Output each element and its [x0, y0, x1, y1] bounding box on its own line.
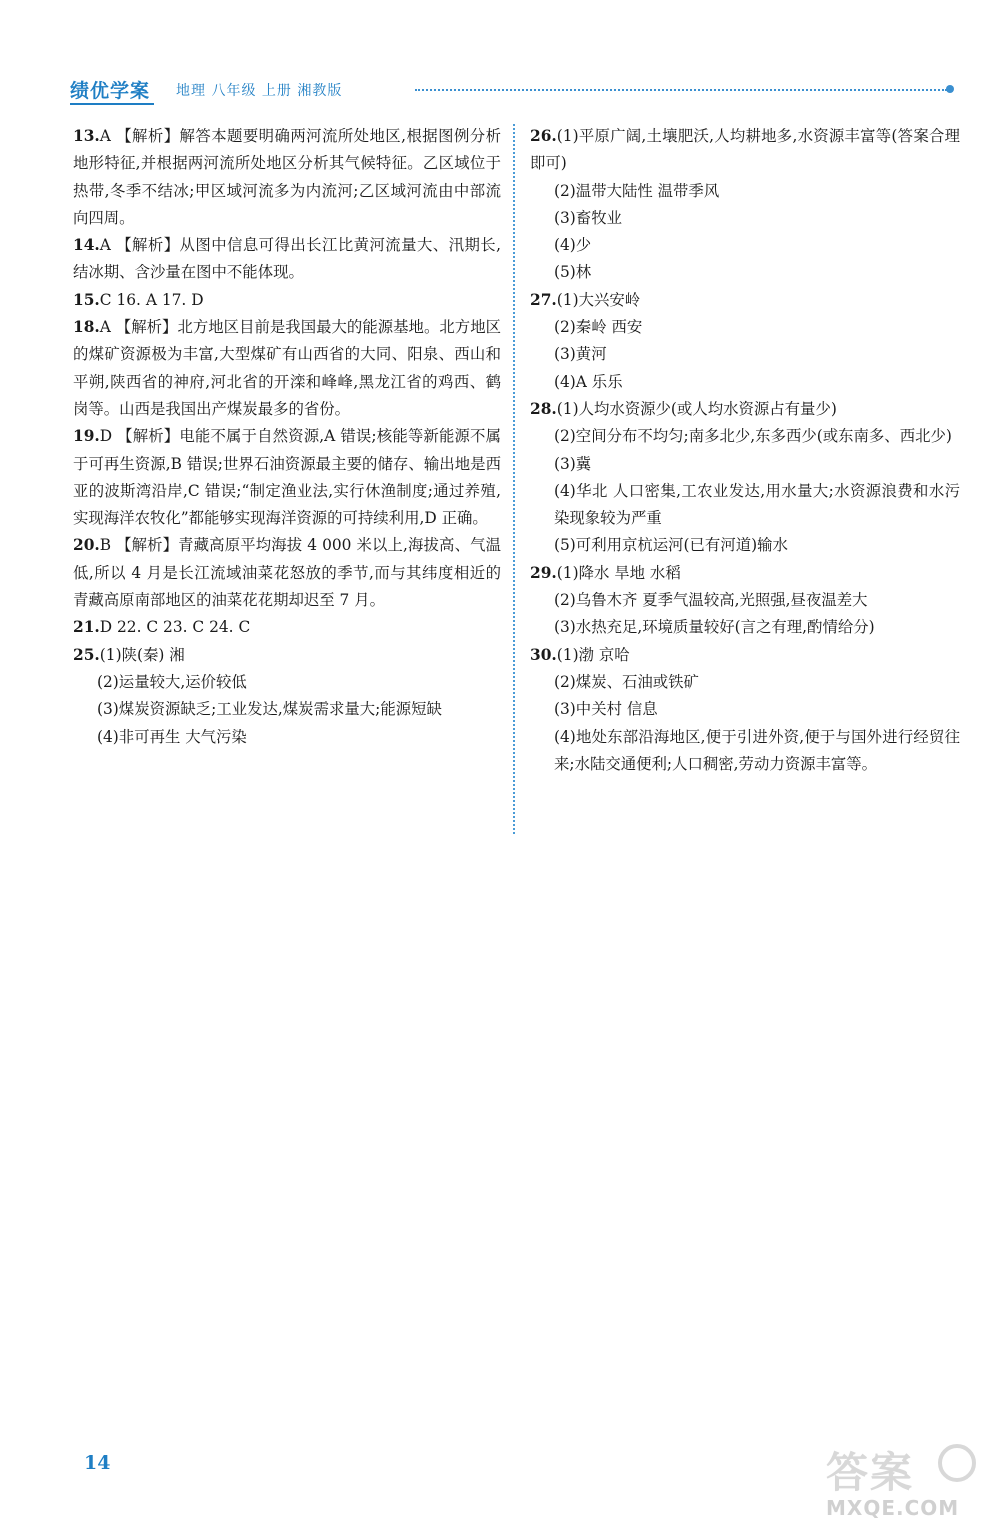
answer-line-first — [530, 123, 960, 178]
page-number: 14 — [84, 1452, 111, 1474]
answer-line-first — [530, 287, 960, 314]
answer-line-sub — [530, 423, 960, 450]
answer-text: (3)黄河 — [554, 345, 607, 364]
answer-line-sub — [530, 669, 960, 696]
answer-item — [73, 423, 501, 532]
question-number: 25. — [73, 645, 100, 664]
answer-line-sub — [530, 724, 960, 779]
answer-text: (3)冀 — [554, 454, 592, 473]
question-number: 20. — [73, 536, 100, 555]
answer-line-sub — [530, 451, 960, 478]
answer-line-sub — [530, 259, 960, 286]
answer-text: (2)乌鲁木齐 夏季气温较高,光照强,昼夜温差大 — [554, 591, 868, 610]
answer-item — [73, 232, 501, 287]
header-dotted-rule — [415, 89, 947, 91]
answer-item — [73, 123, 501, 232]
question-number: 13. — [73, 127, 100, 145]
question-number: 14. — [73, 236, 100, 255]
answer-text: (3)中关村 信息 — [554, 700, 658, 719]
left-column — [73, 123, 501, 751]
answer-line-first — [73, 287, 501, 314]
answer-line-sub — [73, 696, 501, 723]
answer-line-sub — [530, 478, 960, 533]
brand-logo: 绩优学案 — [70, 76, 154, 105]
answer-text: (4)A 乐乐 — [554, 372, 623, 391]
answer-text: (1)陕(秦) 湘 — [99, 645, 185, 664]
answer-item — [530, 642, 960, 778]
answer-text: D 22. C 23. C 24. C — [99, 618, 251, 637]
answer-item — [530, 287, 960, 396]
answer-line-sub — [73, 724, 501, 751]
answer-text: A 【解析】从图中信息可得出长江比黄河流量大、汛期长,结冰期、含沙量在图中不能体现。 — [73, 236, 501, 282]
answer-line-first — [530, 642, 960, 669]
answer-text: (2)空间分布不均匀;南多北少,东多西少(或东南多、西北少) — [554, 427, 952, 446]
book-subtitle: 地理 八年级 上册 湘教版 — [176, 83, 343, 99]
answer-text: D 【解析】电能不属于自然资源,A 错误;核能等新能源不属于可再生资源,B 错误;世界石油资源最主要的储存、输出地是西亚的波斯湾沿岸,C 错误;“制定渔业法,实行休渔制度;通过养殖,实现海洋农牧化”都能够实现海洋资源的可持续利用,D 正确。 — [73, 427, 501, 528]
answer-text: (5)可利用京杭运河(已有河道)输水 — [554, 536, 788, 555]
column-divider — [513, 124, 515, 834]
answer-line-first — [73, 423, 501, 532]
answer-text: (1)降水 旱地 水稻 — [556, 563, 681, 582]
question-number: 29. — [530, 563, 557, 582]
question-number: 18. — [73, 318, 100, 337]
answer-text: A 【解析】解答本题要明确两河流所处地区,根据图例分析地形特征,并根据两河流所处地区分析其气候特征。乙区域位于热带,冬季不结冰;甲区域河流多为内流河;乙区域河流由中部流向四周。 — [73, 127, 501, 227]
answer-text: (3)煤炭资源缺乏;工业发达,煤炭需求量大;能源短缺 — [97, 700, 442, 719]
answer-line-sub — [530, 205, 960, 232]
answer-text: A 【解析】北方地区目前是我国最大的能源基地。北方地区的煤矿资源极为丰富,大型煤矿有山西省的大同、阳泉、西山和平朔,陕西省的神府,河北省的开滦和峰峰,黑龙江省的鸡西、鹤岗等。山西是我国出产煤炭最多的省份。 — [73, 318, 501, 418]
answer-item — [73, 642, 501, 751]
answer-line-first — [73, 314, 501, 423]
answer-line-sub — [530, 532, 960, 559]
answer-item — [73, 614, 501, 641]
question-number: 28. — [530, 399, 557, 418]
answer-text: (4)华北 人口密集,工农业发达,用水量大;水资源浪费和水污染现象较为严重 — [554, 481, 960, 528]
answer-line-sub — [530, 314, 960, 341]
answer-text: (1)大兴安岭 — [556, 290, 641, 309]
answer-text: B 【解析】青藏高原平均海拔 4 000 米以上,海拔高、气温低,所以 4 月是长江流域油菜花怒放的季节,而与其纬度相近的青藏高原南部地区的油菜花花期却迟至 7 月。 — [73, 536, 501, 610]
question-number: 26. — [530, 127, 557, 145]
answer-line-first — [73, 123, 501, 232]
answer-line-sub — [530, 614, 960, 641]
answer-item — [73, 287, 501, 314]
answer-text: (5)林 — [554, 263, 592, 282]
answer-text: (2)秦岭 西安 — [554, 318, 643, 337]
answer-text: (3)水热充足,环境质量较好(言之有理,酌情给分) — [554, 618, 875, 637]
question-number: 30. — [530, 645, 557, 664]
answer-item — [73, 532, 501, 614]
answer-text: (4)非可再生 大气污染 — [97, 727, 247, 746]
answer-item — [530, 123, 960, 287]
answer-line-first — [530, 396, 960, 423]
question-number: 15. — [73, 290, 100, 309]
right-column — [530, 123, 960, 778]
answer-line-first — [73, 614, 501, 641]
watermark-logo — [826, 1440, 976, 1522]
answer-line-sub — [530, 587, 960, 614]
answer-item — [530, 560, 960, 642]
answer-text: (1)平原广阔,土壤肥沃,人均耕地多,水资源丰富等(答案合理即可) — [530, 127, 960, 173]
watermark-seal-icon — [938, 1444, 976, 1482]
answer-line-first — [73, 532, 501, 614]
answer-text: (4)地处东部沿海地区,便于引进外资,便于与国外进行经贸往来;水陆交通便利;人口稠密,劳动力资源丰富等。 — [554, 727, 960, 773]
answer-item — [530, 396, 960, 560]
answer-text: (2)温带大陆性 温带季风 — [554, 181, 720, 200]
answer-line-first — [73, 642, 501, 669]
answer-text: (1)渤 京哈 — [556, 645, 630, 664]
answer-line-sub — [530, 696, 960, 723]
question-number: 27. — [530, 290, 557, 309]
answer-line-sub — [530, 341, 960, 368]
header-dot-icon — [946, 85, 954, 93]
watermark-text: 答案 — [826, 1448, 915, 1497]
answer-line-sub — [530, 369, 960, 396]
answer-text: C 16. A 17. D — [99, 290, 204, 309]
answer-line-sub — [530, 178, 960, 205]
answer-text: (1)人均水资源少(或人均水资源占有量少) — [556, 399, 837, 418]
answer-line-sub — [73, 669, 501, 696]
answer-text: (4)少 — [554, 236, 592, 255]
page-header — [70, 74, 960, 104]
answer-line-sub — [530, 232, 960, 259]
answer-text: (3)畜牧业 — [554, 208, 622, 227]
answer-line-first — [73, 232, 501, 287]
question-number: 21. — [73, 618, 100, 637]
question-number: 19. — [73, 427, 100, 446]
answer-text: (2)运量较大,运价较低 — [97, 672, 247, 691]
answer-line-first — [530, 560, 960, 587]
answer-text: (2)煤炭、石油或铁矿 — [554, 672, 699, 691]
watermark-url: MXQE.COM — [826, 1496, 960, 1520]
answer-item — [73, 314, 501, 423]
